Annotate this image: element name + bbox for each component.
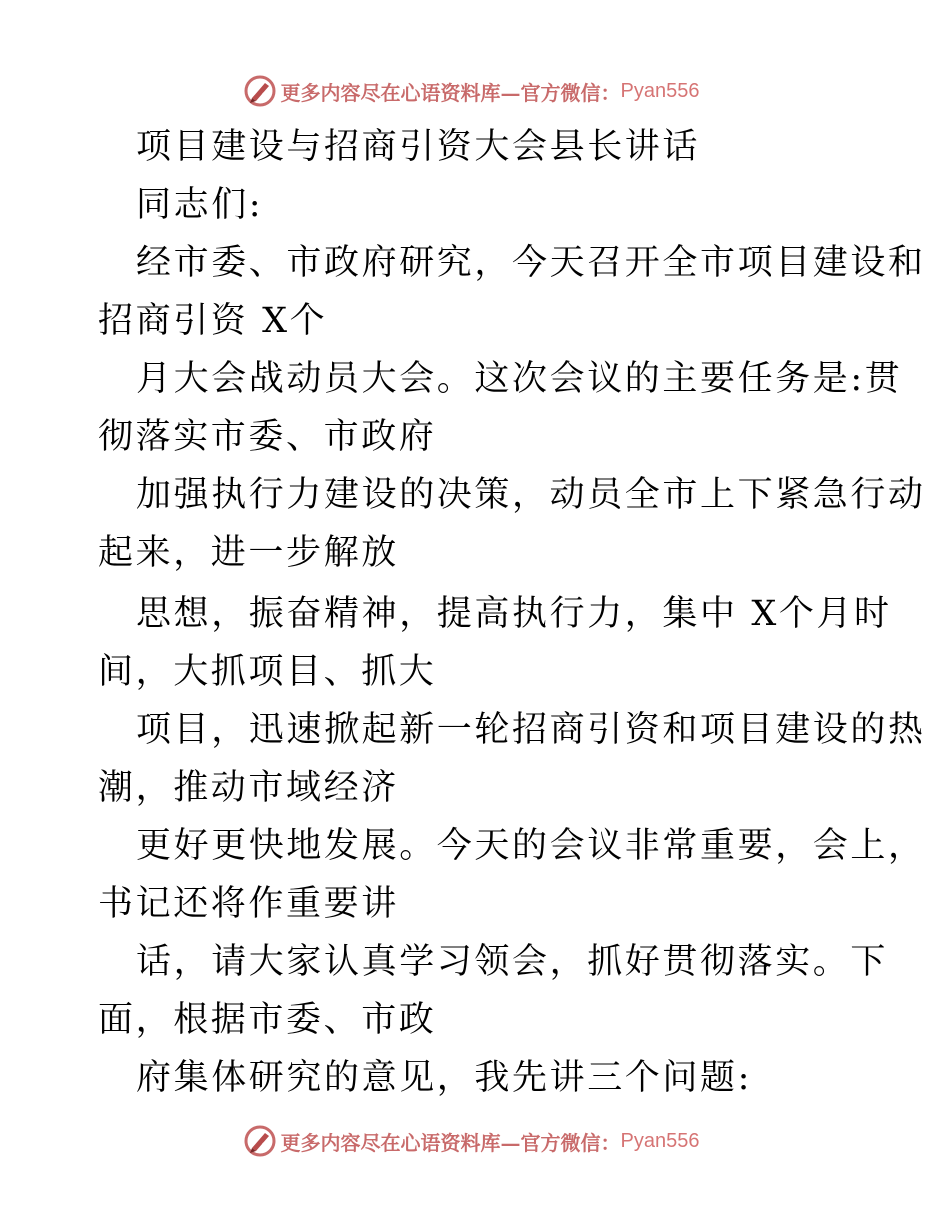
document-line: 彻落实市委、市政府 [98,417,437,457]
document-line: 加强执行力建设的决策，动员全市上下紧急行动 [136,475,926,515]
header-watermark-handle: Pyan556 [620,79,700,102]
document-line: 更好更快地发展。今天的会议非常重要，会上， [136,826,926,866]
footer-watermark-handle: Pyan556 [620,1129,700,1152]
document-title: 项目建设与招商引资大会县长讲话 [136,127,701,167]
pen-logo-icon [243,1124,277,1158]
document-line: 起来，进一步解放 [98,533,399,573]
document-line: 书记还将作重要讲 [98,884,399,924]
document-line: 经市委、市政府研究，今天召开全市项目建设和 [136,243,926,283]
header-watermark-text: 更多内容尽在心语资料库—官方微信： [280,80,621,105]
document-line: 间，大抓项目、抓大 [98,652,437,692]
document-line: 府集体研究的意见，我先讲三个问题: [136,1058,752,1098]
document-line: 潮，推动市域经济 [98,768,399,808]
document-line: 思想，振奋精神，提高执行力，集中 X个月时 [136,594,892,634]
pen-logo-icon [243,74,277,108]
document-line: 招商引资 X个 [98,301,328,341]
document-line: 月大会战动员大会。这次会议的主要任务是:贯 [136,359,903,399]
footer-watermark-banner [0,1121,950,1161]
document-line: 同志们: [136,185,264,225]
document-line: 话，请大家认真学习领会，抓好贯彻落实。下 [136,942,889,982]
footer-watermark-text: 更多内容尽在心语资料库—官方微信： [280,1130,621,1155]
header-watermark-banner [0,71,950,111]
document-line: 面，根据市委、市政 [98,1000,437,1040]
document-line: 项目，迅速掀起新一轮招商引资和项目建设的热 [136,710,926,750]
